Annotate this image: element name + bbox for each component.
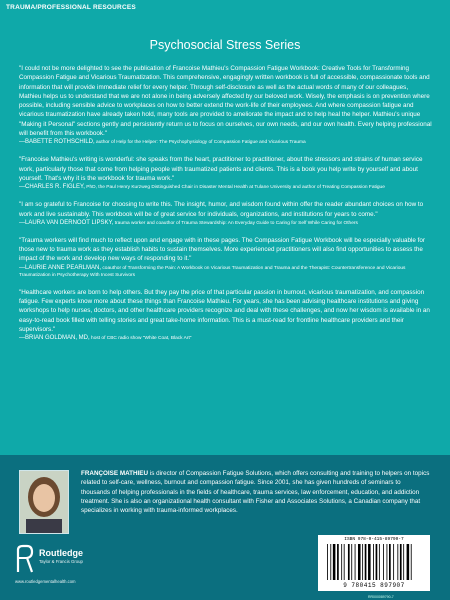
quote-text: "Healthcare workers are born to help others. But they pay the price of that particular passion in burnout, vicarious traumatization, and compassion fatigue. Few experts know more about these things than Francoise Mathieu. For years, she has been advising healthcare institutions and giving workshops to help nurses, doctors, and other healthcare providers recognize and deal with these challenges, and now her wisdom is available in an easy-to-read book filled with telling stories and great take-home information. This is a must-read for frontline healthcare providers and their supervisors." [19,288,430,333]
quote-credit: author of Help for the Helper: The Psychophysiology of Compassion Fatigue and Vicarious Trauma [96,140,306,146]
quote-4 [19,236,432,279]
quote-1 [19,64,432,146]
quote-credit: trauma worker and coauthor of Trauma Stewardship: An Everyday Guide to Caring for Self While Caring for Others [114,220,358,226]
publisher-name: Routledge [39,548,83,558]
author-bio [81,469,431,515]
quote-author: —CHARLES R. FIGLEY, [19,184,85,191]
routledge-mark-icon [15,544,35,574]
isbn-digits: 9 780415 897907 [343,582,405,589]
quote-text: "I could not be more delighted to see the publication of Francoise Mathieu's Compassion Fatigue Workbook: Creative Tools for Transforming Compassion Fatigue and Vicarious Traumatization. This comprehensive, engagingly written workbook is full of accessible, compassionate tools and information that will provide immediate relief for every helper. Through self-disclosure as well as the actual words of many of our colleagues, Mathieu helps us to understand that we are not alone in being adversely affected by our beloved work. Wisely, the emphasis is on prevention where possible, including sensible advice to workplaces on how to better extend the work-life of their employees. And where compassion fatigue and vicarious traumatization have already taken hold, many tools are provided to ameliorate the impact and to help heal the helper. Mathieu's unique "Making it Personal" sections gently and persistently return us to focus on ourselves, our own needs, and our own health. Every helping professional will benefit from this workbook." [19,65,432,138]
quote-author: —LAURA VAN DERNOOT LIPSKY, [19,219,114,226]
quote-text: "Francoise Mathieu's writing is wonderful: she speaks from the heart, practitioner to practitioner, about the stressors and strains of human service work, particularly those that come from helping people with traumatized patients and clients. This is a book you help write by yourself and about yourself. That's why it is the workbook for trauma work." [19,156,423,182]
quote-author: —BRIAN GOLDMAN, MD, [19,335,90,342]
printed-code: RR000089790-7 [368,595,394,599]
quote-author: —BABETTE ROTHSCHILD, [19,139,95,146]
quote-attribution [19,184,432,191]
category-label: TRAUMA/PROFESSIONAL RESOURCES [6,4,136,11]
quote-credit: host of CBC radio show "White Coat, Black Art" [91,336,192,342]
quote-credit: coauthor of Transforming the Pain: A Workbook on Vicarious Traumatization and Trauma and the Therapist: Countertransference and Vicarious Traumatization in Psychotherapy With Incest Survivors [19,265,406,278]
quote-2 [19,155,432,191]
author-photo [19,470,69,534]
quote-5 [19,288,432,342]
author-bio-text: is director of Compassion Fatigue Solutions, which offers consulting and training to helpers on topics related to self-care, wellness, burnout and compassion fatigue. Since 2001, she has given hundreds of seminars to thousands of helping professionals in the fields of healthcare, trauma services, law enforcement, education, and addiction treatment. She is also an organizational health consultant with Fisher and Associates Solutions, a Canadian company that specializes in working with trauma-informed workplaces. [81,470,430,515]
isbn-label: ISBN 978-0-415-89790-7 [344,537,404,542]
quote-attribution [19,265,432,279]
quote-attribution [19,220,432,227]
quote-credit: PhD, the Paul Henry Kurzweg Distinguished Chair in Disaster Mental Health at Tulane University and author of Treating Compassion Fatigue [86,185,385,191]
publisher-subtitle: Taylor & Francis Group [39,559,83,564]
quote-text: "Trauma workers will find much to reflect upon and engage with in these pages. The Compassion Fatigue Workbook will be especially valuable for those new to trauma work as they establish habits to sustain themselves. More experienced practitioners will also find opportunities to assess the impact of the work and develop new ways of responding to it." [19,236,426,263]
author-name: FRANÇOISE MATHIEU [81,470,149,477]
author-bio-panel [0,455,450,600]
quote-attribution [19,335,432,342]
isbn-barcode [318,535,430,591]
quote-text: "I am so grateful to Francoise for choosing to write this. The insight, humor, and wisdom found within offer the reader abundant choices on how to work and live sustainably. This workbook will be of great service for individuals, organizations, and institutions for years to come." [19,201,424,218]
barcode-icon [326,544,422,580]
quotes-section [19,64,432,351]
series-title: Psychosocial Stress Series [149,38,301,52]
publisher-url: www.routledgementalhealth.com [15,579,76,584]
quote-3 [19,200,432,227]
quote-attribution [19,139,432,146]
quote-author: —LAURIE ANNE PEARLMAN, [19,264,102,271]
